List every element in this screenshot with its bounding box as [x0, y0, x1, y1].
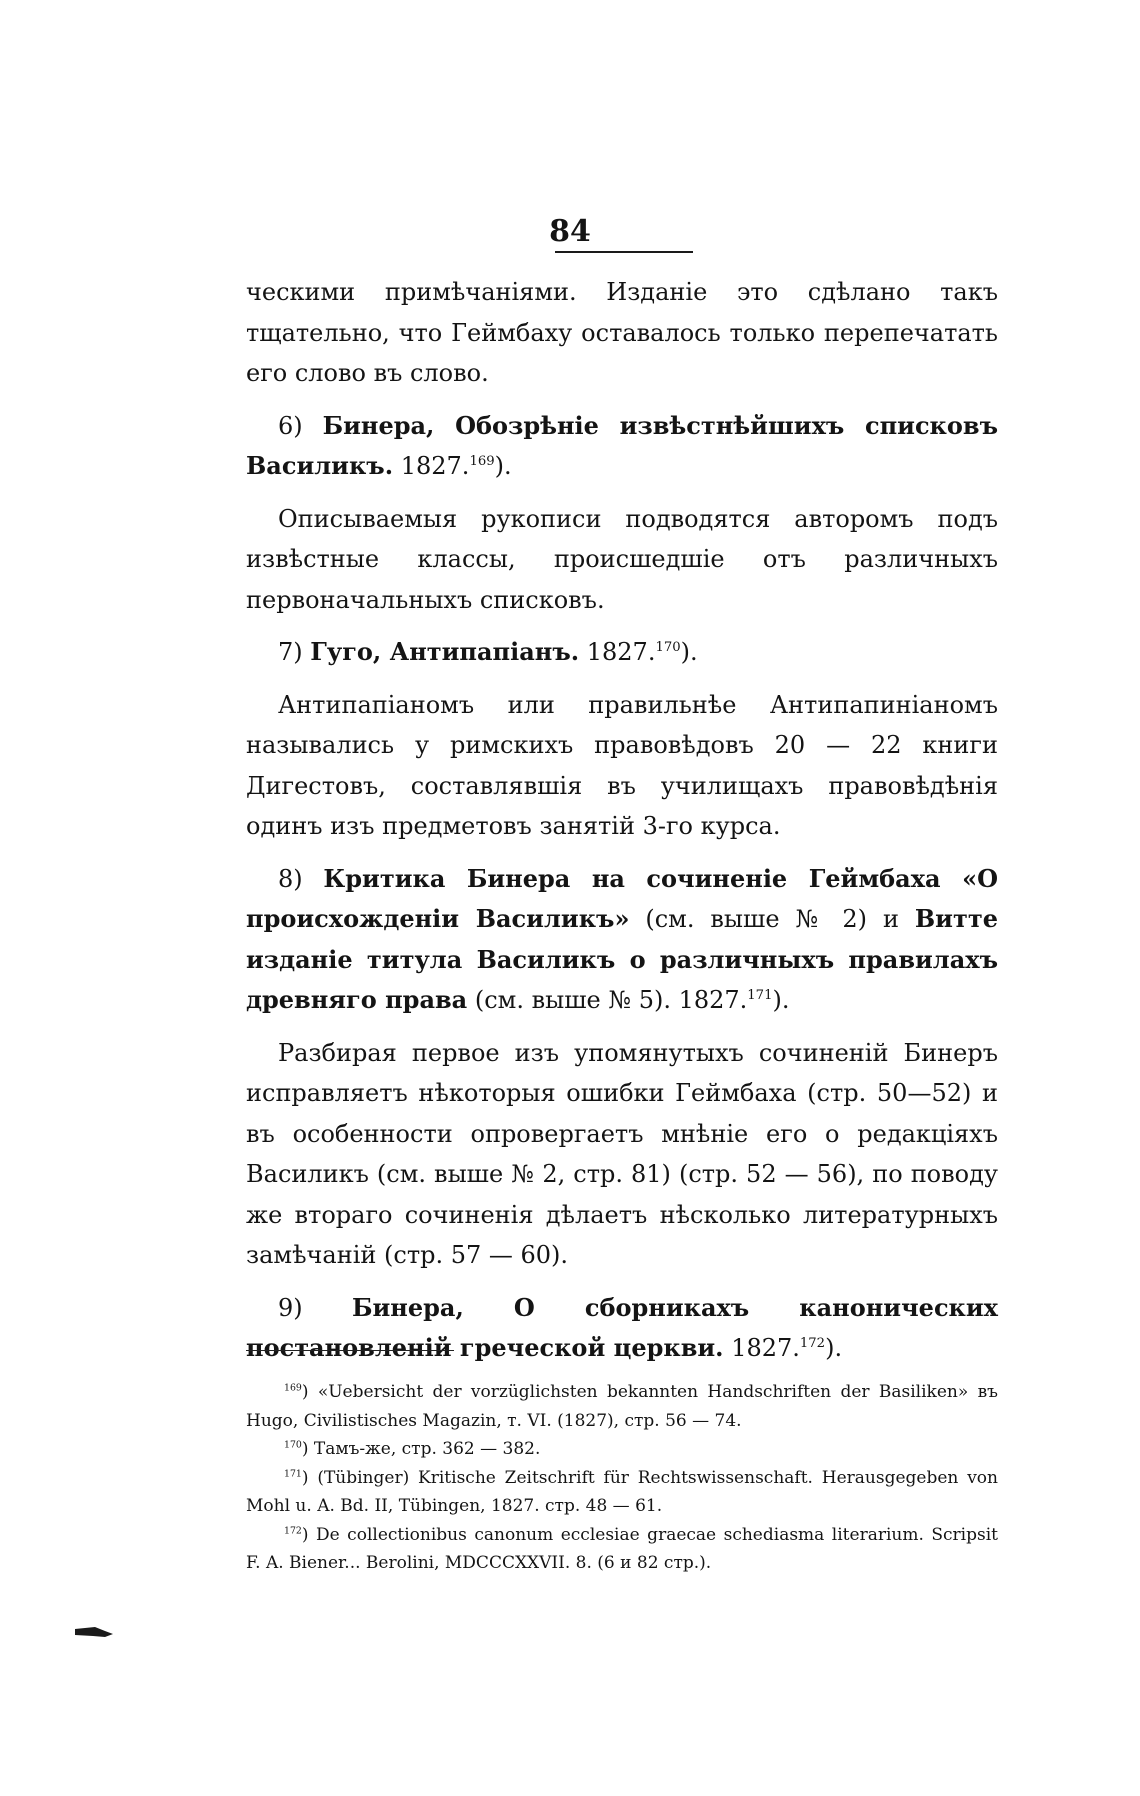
entry-number: 6)	[278, 411, 303, 440]
entry-6: 6) Бинера, Обозрѣніе извѣстнѣйшихъ списковъ Василикъ. 1827.$^{169}$).	[246, 410, 998, 480]
footnote: $^{170}$) Тамъ-же, стр. 362 — 382.	[284, 1439, 541, 1459]
entry-9: 9) Бинера, О сборникахъ канонических постановленій греческой церкви. 1827.$^{172}$).	[246, 1292, 998, 1362]
entry-title: Бинера, О сборникахъ канонических постановленій греческой церкви.	[246, 1292, 998, 1362]
entry-title: Бинера, Обозрѣніе извѣстнѣйшихъ списковъ Василикъ.	[246, 410, 998, 480]
footnote: $^{172}$) De collectionibus canonum ecclesiae graecae schediasma literarium. Scripsit F. A. Biener... Berolini, MDCCCXXVII. 8. (6 и 82 стр.).	[246, 1524, 998, 1573]
entry-number: 9)	[278, 1293, 303, 1322]
footnotes	[246, 1378, 998, 1578]
entry-number: 8)	[278, 864, 303, 893]
entry-title-second: Витте изданіе титула Василикъ о различныхъ правилахъ древняго права	[246, 904, 998, 1014]
entry-7: 7) Гуго, Антипапіанъ. 1827.$^{170}$).	[278, 637, 698, 666]
hand-pointer-mark-icon	[75, 1625, 113, 1639]
entry-title: Критика Бинера на сочиненіе Геймбаха «О происхожденіи Василикъ»	[246, 863, 998, 933]
page-number-rule	[555, 251, 693, 253]
page-number: 84	[549, 214, 591, 249]
footnote: $^{169}$) «Uebersicht der vorzüglichsten bekannten Handschriften der Basiliken» въ Hugo, Civilistisches Magazin, т. VI. (1827), стр. 56 — 74.	[246, 1382, 998, 1431]
entry-8-description: Разбирая первое изъ упомянутыхъ сочиненій Бинеръ исправляетъ нѣкоторыя ошибки Геймбаха (стр. 50—52) и въ особенности опровергаетъ мнѣніе его о редакціяхъ Василикъ (см. выше № 2, стр. 81) (стр. 52 — 56), по поводу же втораго сочиненія дѣлаетъ нѣсколько литературныхъ замѣчаній (стр. 57 — 60).	[246, 1038, 998, 1269]
entry-year: 1827.	[731, 1334, 800, 1362]
footnote-ref[interactable]: 169	[469, 454, 495, 469]
entry-title: Гуго, Антипапіанъ.	[310, 637, 580, 666]
entry-number: 7)	[278, 638, 303, 666]
footnote-ref[interactable]: 172	[799, 1336, 826, 1351]
entry-8: 8) Критика Бинера на сочиненіе Геймбаха «О происхожденіи Василикъ» (см. выше № 2) и Витте изданіе титула Василикъ о различныхъ правилахъ древняго права (см. выше № 5). 1827.$^{171}$).	[246, 863, 998, 1014]
entry-7-description: Антипапіаномъ или правильнѣе Антипапиніаномъ назывались у римскихъ правовѣдовъ 20 — 22 книги Дигестовъ, составлявшія въ училищахъ правовѣдѣнія одинъ изъ предметовъ занятій 3-го курса.	[246, 690, 998, 840]
footnote-ref[interactable]: 170	[655, 640, 681, 655]
body-text	[246, 272, 998, 1381]
entry-year: 1827.	[586, 638, 656, 666]
footnote-ref[interactable]: 171	[747, 988, 773, 1003]
footnote-separator	[246, 1350, 454, 1351]
entry-6-description: Описываемыя рукописи подводятся авторомъ подъ извѣстные классы, происшедшіе отъ различныхъ первоначальныхъ списковъ.	[246, 504, 998, 614]
footnote: $^{171}$) (Tübinger) Kritische Zeitschrift für Rechtswissenschaft. Herausgegeben von Mohl u. A. Bd. II, Tübingen, 1827. стр. 48 — 61.	[246, 1467, 998, 1516]
entry-year: 1827.	[400, 452, 470, 480]
paragraph-continuation: ческими примѣчаніями. Изданіе это сдѣлано такъ тщательно, что Геймбаху оставалось только перепечатать его слово въ слово.	[246, 278, 998, 387]
